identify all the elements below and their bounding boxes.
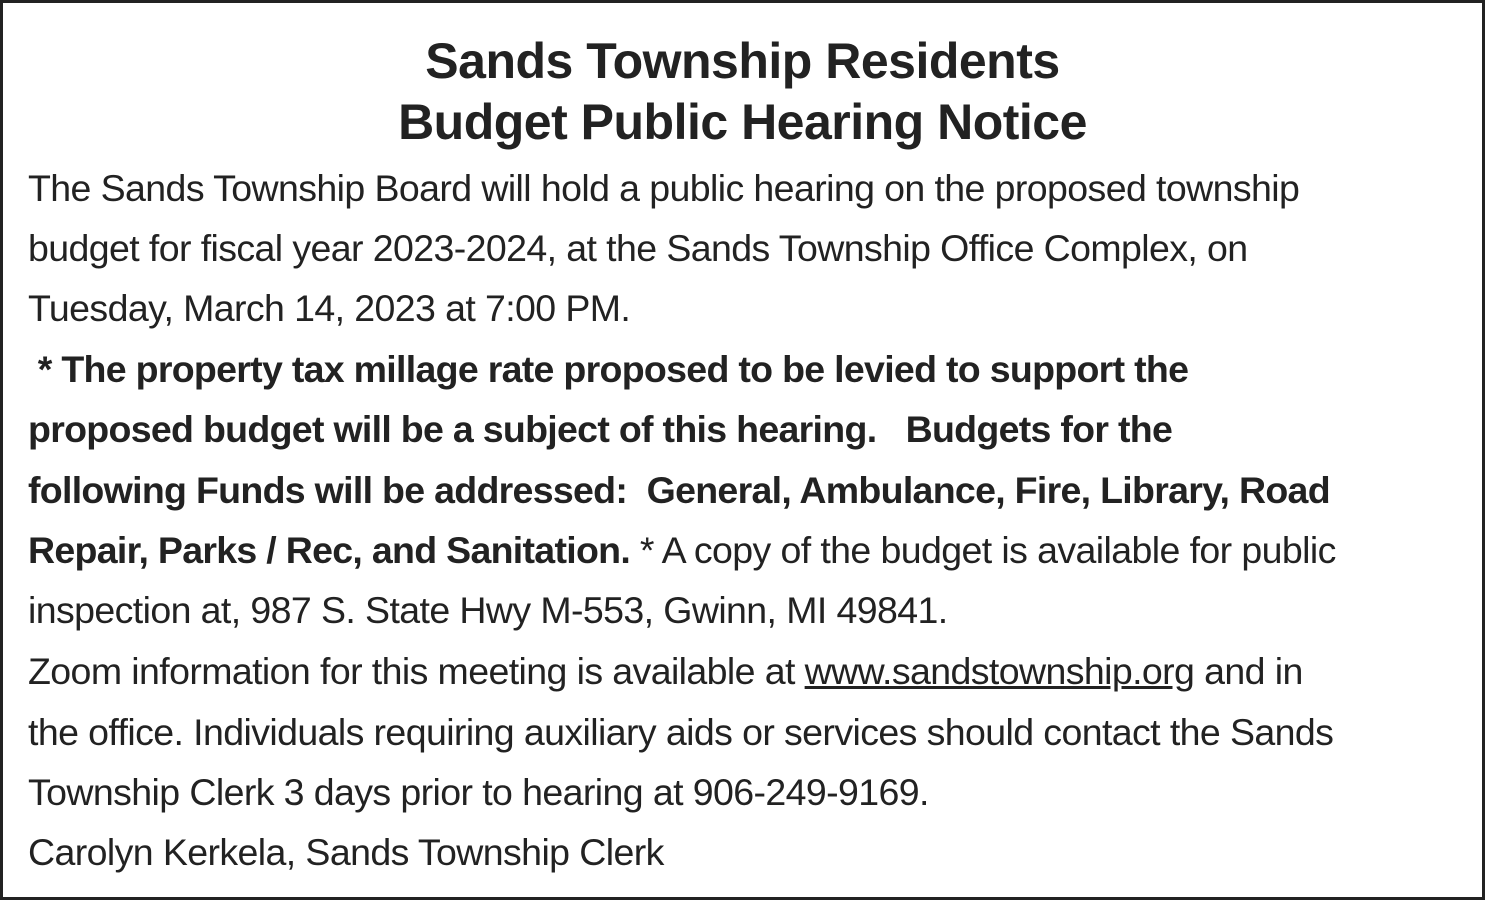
notice-title-line-2: Budget Public Hearing Notice (398, 94, 1087, 150)
township-website-link[interactable]: www.sandstownship.org (804, 650, 1195, 692)
hearing-text-line-2: budget for fiscal year 2023-2024, at the Sands Township Office Complex, on (28, 227, 1248, 269)
clerk-contact-line: Township Clerk 3 days prior to hearing at 906-249-9169. (28, 771, 929, 813)
hearing-text-line-3: Tuesday, March 14, 2023 at 7:00 PM. (28, 287, 631, 329)
zoom-info-line-1 (28, 647, 1303, 695)
funds-text-line-3: following Funds will be addressed: General, Ambulance, Fire, Library, Road (28, 469, 1330, 511)
funds-text-line-4 (28, 526, 1336, 574)
auxiliary-aids-line: the office. Individuals requiring auxiliary aids or services should contact the Sands (28, 711, 1334, 753)
zoom-info-text-end: and in (1194, 650, 1303, 692)
notice-title-line-1: Sands Township Residents (425, 33, 1060, 89)
millage-text-line-1: * The property tax millage rate proposed to be levied to support the (28, 348, 1189, 390)
clerk-signature: Carolyn Kerkela, Sands Township Clerk (28, 831, 664, 873)
inspection-address-line: inspection at, 987 S. State Hwy M-553, Gwinn, MI 49841. (28, 589, 948, 631)
zoom-info-text: Zoom information for this meeting is available at (28, 650, 805, 692)
funds-list-end: Repair, Parks / Rec, and Sanitation. (28, 529, 631, 571)
hearing-text-line-1: The Sands Township Board will hold a public hearing on the proposed township (28, 167, 1300, 209)
millage-text-line-2: proposed budget will be a subject of this hearing. Budgets for the (28, 408, 1173, 450)
budget-copy-text: * A copy of the budget is available for public (630, 529, 1336, 571)
